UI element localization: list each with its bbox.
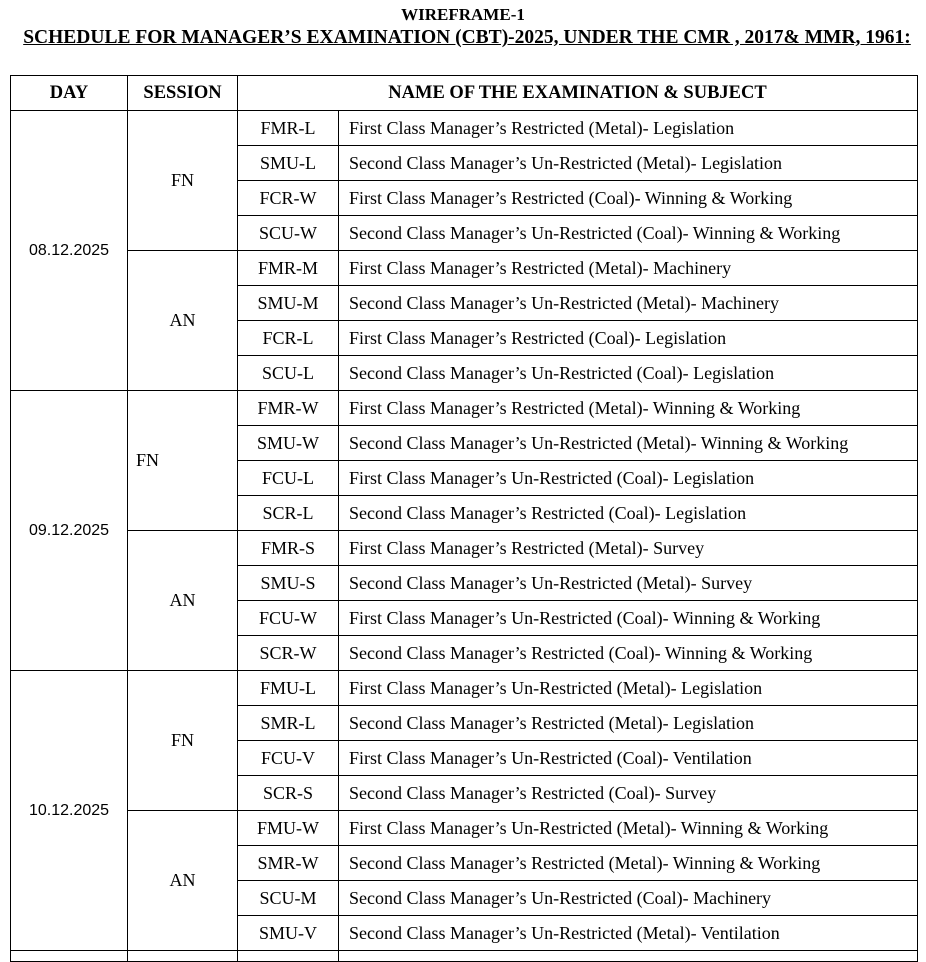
session-cell: FN bbox=[128, 671, 238, 811]
page-title bbox=[0, 27, 926, 49]
exam-code: FCU-V bbox=[238, 741, 339, 776]
session-cell: FN bbox=[128, 391, 238, 531]
exam-subject: Second Class Manager’s Restricted (Coal)- Winning & Working bbox=[339, 636, 918, 671]
exam-subject: First Class Manager’s Restricted (Coal)- Winning & Working bbox=[339, 181, 918, 216]
exam-code: SCR-S bbox=[238, 776, 339, 811]
exam-subject: Second Class Manager’s Un-Restricted (Coal)- Machinery bbox=[339, 881, 918, 916]
exam-subject: Second Class Manager’s Restricted (Coal)- Legislation bbox=[339, 496, 918, 531]
table-row bbox=[11, 111, 918, 146]
table-row bbox=[11, 391, 918, 426]
session-cell: AN bbox=[128, 531, 238, 671]
exam-code: FMR-W bbox=[238, 391, 339, 426]
day-cell: 10.12.2025 bbox=[11, 671, 128, 951]
session-cell: FN bbox=[128, 111, 238, 251]
table-row bbox=[11, 671, 918, 706]
exam-code: SMU-V bbox=[238, 916, 339, 951]
day-cell: 08.12.2025 bbox=[11, 111, 128, 391]
exam-subject: First Class Manager’s Restricted (Metal)- Winning & Working bbox=[339, 391, 918, 426]
wireframe-label: WIREFRAME-1 bbox=[401, 5, 525, 24]
header-day: DAY bbox=[11, 76, 128, 111]
header-session: SESSION bbox=[128, 76, 238, 111]
exam-code: FCU-W bbox=[238, 601, 339, 636]
table-row-continuation bbox=[11, 951, 918, 962]
exam-code: SMU-L bbox=[238, 146, 339, 181]
exam-subject: First Class Manager’s Un-Restricted (Metal)- Winning & Working bbox=[339, 811, 918, 846]
exam-code: FMU-L bbox=[238, 671, 339, 706]
day-cell: 09.12.2025 bbox=[11, 391, 128, 671]
exam-code: FMU-W bbox=[238, 811, 339, 846]
title-text: SCHEDULE FOR MANAGER’S EXAMINATION (CBT)-2025, UNDER THE CMR , 2017& MMR, 1961 bbox=[23, 27, 905, 48]
exam-subject: First Class Manager’s Restricted (Coal)- Legislation bbox=[339, 321, 918, 356]
exam-subject: Second Class Manager’s Un-Restricted (Coal)- Winning & Working bbox=[339, 216, 918, 251]
title-colon: : bbox=[904, 27, 911, 48]
exam-subject: First Class Manager’s Un-Restricted (Coal)- Legislation bbox=[339, 461, 918, 496]
exam-subject: Second Class Manager’s Un-Restricted (Metal)- Machinery bbox=[339, 286, 918, 321]
schedule-table bbox=[10, 75, 918, 962]
continuation-cell bbox=[11, 951, 128, 962]
exam-code: SCU-L bbox=[238, 356, 339, 391]
exam-code: SMR-L bbox=[238, 706, 339, 741]
continuation-cell bbox=[128, 951, 238, 962]
exam-code: SMU-S bbox=[238, 566, 339, 601]
session-cell: AN bbox=[128, 811, 238, 951]
session-cell: AN bbox=[128, 251, 238, 391]
continuation-cell bbox=[339, 951, 918, 962]
exam-code: SCR-W bbox=[238, 636, 339, 671]
exam-code: SCU-W bbox=[238, 216, 339, 251]
exam-subject: Second Class Manager’s Restricted (Coal)- Survey bbox=[339, 776, 918, 811]
table-row bbox=[11, 811, 918, 846]
exam-code: SMR-W bbox=[238, 846, 339, 881]
exam-subject: First Class Manager’s Un-Restricted (Metal)- Legislation bbox=[339, 671, 918, 706]
exam-code: FMR-S bbox=[238, 531, 339, 566]
exam-code: FMR-M bbox=[238, 251, 339, 286]
continuation-cell bbox=[238, 951, 339, 962]
header-exam-subject: NAME OF THE EXAMINATION & SUBJECT bbox=[238, 76, 918, 111]
exam-subject: Second Class Manager’s Un-Restricted (Metal)- Survey bbox=[339, 566, 918, 601]
exam-code: FCR-W bbox=[238, 181, 339, 216]
exam-subject: Second Class Manager’s Un-Restricted (Metal)- Legislation bbox=[339, 146, 918, 181]
exam-code: SCU-M bbox=[238, 881, 339, 916]
table-row bbox=[11, 251, 918, 286]
exam-subject: Second Class Manager’s Un-Restricted (Metal)- Ventilation bbox=[339, 916, 918, 951]
exam-subject: First Class Manager’s Restricted (Metal)- Survey bbox=[339, 531, 918, 566]
exam-subject: Second Class Manager’s Restricted (Metal)- Legislation bbox=[339, 706, 918, 741]
exam-code: SMU-W bbox=[238, 426, 339, 461]
table-row bbox=[11, 531, 918, 566]
exam-subject: First Class Manager’s Un-Restricted (Coal)- Winning & Working bbox=[339, 601, 918, 636]
exam-subject: First Class Manager’s Restricted (Metal)- Legislation bbox=[339, 111, 918, 146]
exam-subject: Second Class Manager’s Un-Restricted (Metal)- Winning & Working bbox=[339, 426, 918, 461]
exam-code: FCR-L bbox=[238, 321, 339, 356]
exam-code: SCR-L bbox=[238, 496, 339, 531]
header-row bbox=[11, 76, 918, 111]
exam-code: SMU-M bbox=[238, 286, 339, 321]
exam-subject: First Class Manager’s Un-Restricted (Coal)- Ventilation bbox=[339, 741, 918, 776]
exam-subject: Second Class Manager’s Un-Restricted (Coal)- Legislation bbox=[339, 356, 918, 391]
exam-subject: First Class Manager’s Restricted (Metal)- Machinery bbox=[339, 251, 918, 286]
exam-subject: Second Class Manager’s Restricted (Metal)- Winning & Working bbox=[339, 846, 918, 881]
exam-code: FMR-L bbox=[238, 111, 339, 146]
exam-code: FCU-L bbox=[238, 461, 339, 496]
